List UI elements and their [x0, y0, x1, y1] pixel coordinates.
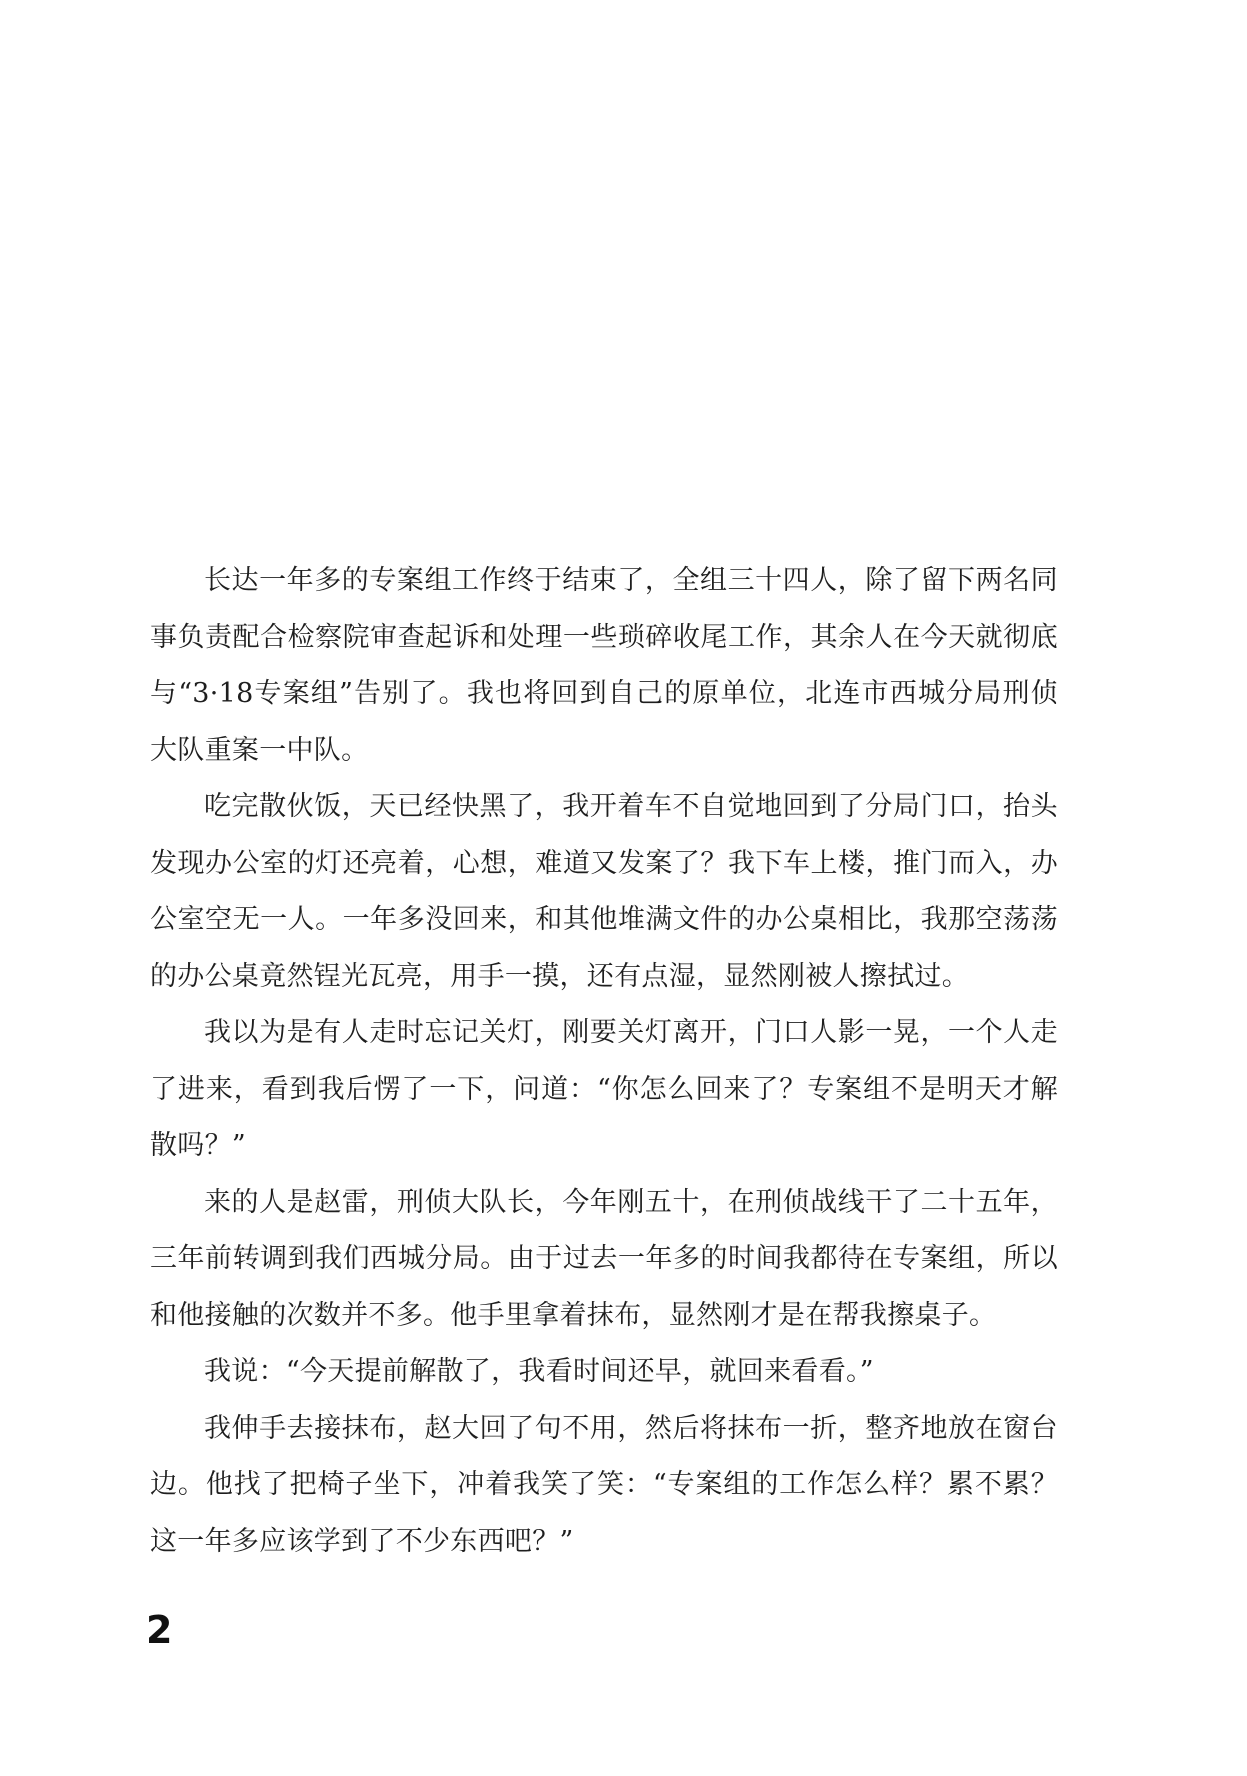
paragraph: 来的人是赵雷，刑侦大队长，今年刚五十，在刑侦战线干了二十五年，三年前转调到我们西城分局。由于过去一年多的时间我都待在专案组，所以和他接触的次数并不多。他手里拿着抹布，显然刚才是在帮我擦桌子。 [150, 1186, 1058, 1331]
paragraph: 吃完散伙饭，天已经快黑了，我开着车不自觉地回到了分局门口，抬头发现办公室的灯还亮着，心想，难道又发案了？我下车上楼，推门而入，办公室空无一人。一年多没回来，和其他堆满文件的办公桌相比，我那空荡荡的办公桌竟然锃光瓦亮，用手一摸，还有点湿，显然刚被人擦拭过。 [150, 791, 1058, 992]
paragraph: 长达一年多的专案组工作终于结束了，全组三十四人，除了留下两名同事负责配合检察院审查起诉和处理一些琐碎收尾工作，其余人在今天就彻底与“3·18专案组”告别了。我也将回到自己的原单位，北连市西城分局刑侦大队重案一中队。 [150, 565, 1058, 766]
paragraph: 我说：“今天提前解散了，我看时间还早，就回来看看。” [204, 1356, 874, 1387]
page-number: 2 [146, 1608, 173, 1652]
body-text [150, 553, 1058, 1570]
paragraph: 我以为是有人走时忘记关灯，刚要关灯离开，门口人影一晃，一个人走了进来，看到我后愣了一下，问道：“你怎么回来了？专案组不是明天才解散吗？” [150, 1017, 1058, 1161]
paragraph: 我伸手去接抹布，赵大回了句不用，然后将抹布一折，整齐地放在窗台边。他找了把椅子坐下，冲着我笑了笑：“专案组的工作怎么样？累不累？这一年多应该学到了不少东西吧？” [150, 1412, 1058, 1557]
